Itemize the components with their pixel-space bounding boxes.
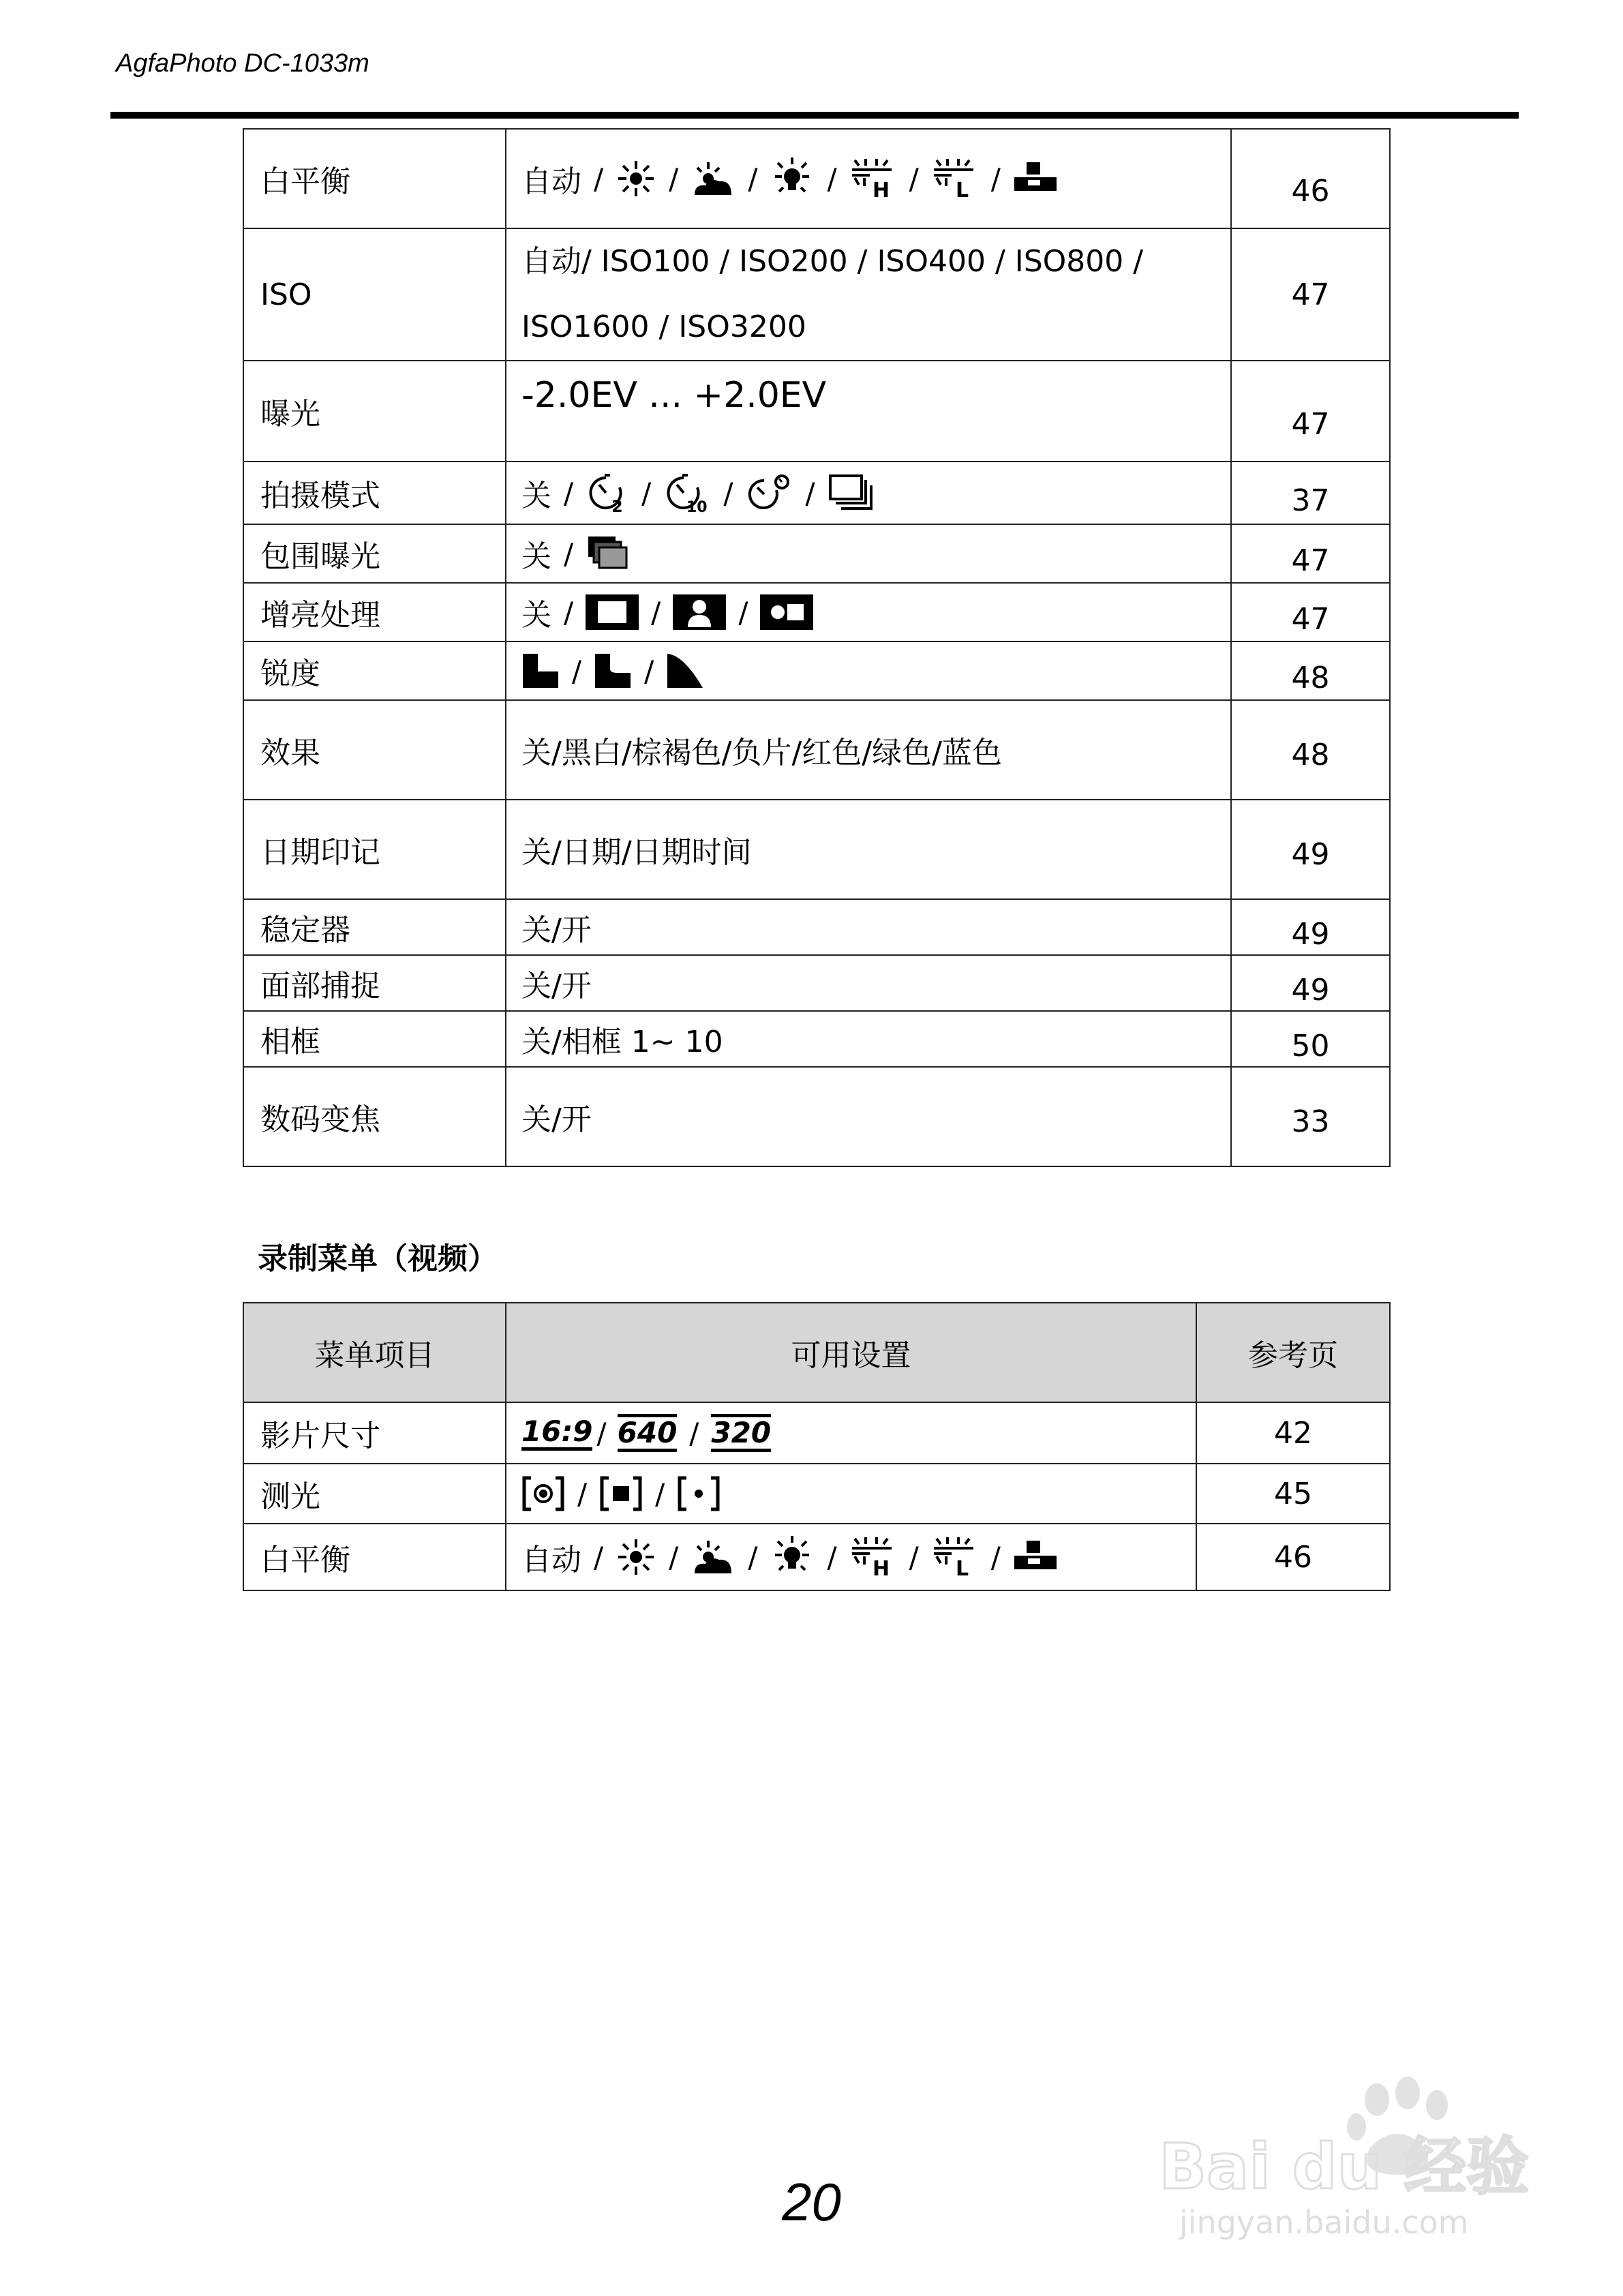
double-timer-icon	[745, 472, 793, 513]
separator: /	[689, 1416, 699, 1450]
row-settings	[506, 524, 1231, 583]
bracketing-icon	[586, 534, 631, 573]
row-settings	[506, 641, 1231, 700]
separator: /	[990, 1540, 1001, 1574]
incandescent-icon	[770, 156, 815, 201]
sharpness-hard-icon	[521, 652, 560, 689]
table-row	[243, 228, 1390, 361]
svg-text:H: H	[872, 179, 890, 200]
separator: /	[655, 1477, 665, 1511]
page-reference: 47	[1231, 583, 1390, 641]
page-reference: 45	[1196, 1464, 1390, 1524]
off-option: 关	[521, 598, 551, 633]
separator: /	[748, 162, 758, 196]
iso-options-line-2: ISO1600 / ISO3200	[521, 309, 806, 344]
table-row	[243, 583, 1390, 641]
fluorescent-l-icon	[931, 157, 979, 200]
table-row	[243, 955, 1390, 1011]
cloudy-icon	[691, 1537, 735, 1577]
row-settings: 关/开	[506, 899, 1231, 955]
separator: /	[805, 476, 815, 510]
separator: /	[909, 162, 919, 196]
separator: /	[669, 1540, 679, 1574]
row-settings: 关/日期/日期时间	[506, 800, 1231, 899]
table-row	[243, 1402, 1390, 1464]
separator: /	[564, 476, 574, 510]
sharpness-soft-icon	[666, 652, 704, 689]
svg-text:H: H	[872, 1557, 890, 1578]
cloudy-icon	[691, 158, 735, 199]
row-settings: 关/黑白/棕褐色/负片/红色/绿色/蓝色	[506, 700, 1231, 800]
row-label: ISO	[243, 228, 506, 361]
row-label: 包围曝光	[243, 524, 506, 583]
iso-options-line-1: 自动/ ISO100 / ISO200 / ISO400 / ISO800 /	[521, 244, 1144, 279]
table-row	[243, 1524, 1390, 1590]
page-reference: 49	[1231, 955, 1390, 1011]
row-label: 拍摄模式	[243, 462, 506, 524]
row-label: 白平衡	[243, 129, 506, 228]
row-label: 效果	[243, 700, 506, 800]
metering-average-icon	[599, 1475, 643, 1512]
page-reference: 42	[1196, 1402, 1390, 1464]
off-option: 关	[521, 539, 551, 574]
separator: /	[909, 1540, 919, 1574]
watermark-brand: Bai du 经验	[1159, 2130, 1530, 2203]
auto-option: 自动	[521, 1543, 581, 1577]
row-settings	[506, 129, 1231, 228]
metering-center-weighted-icon	[521, 1475, 565, 1512]
enhance-frame-icon	[586, 594, 639, 630]
ev-range: -2.0EV ... +2.0EV	[521, 375, 827, 416]
column-header-menu-item: 菜单项目	[243, 1303, 506, 1402]
continuous-shot-icon	[828, 473, 875, 513]
fluorescent-h-icon	[849, 1536, 897, 1578]
svg-text:2: 2	[611, 497, 623, 513]
row-label: 稳定器	[243, 899, 506, 955]
enhance-portrait-icon	[673, 594, 726, 630]
separator: /	[564, 537, 574, 571]
page-reference: 37	[1231, 462, 1390, 524]
separator: /	[827, 1540, 837, 1574]
page-reference: 47	[1231, 228, 1390, 361]
row-settings	[506, 361, 1231, 462]
table-header-row	[243, 1303, 1390, 1402]
separator: /	[990, 162, 1001, 196]
table-row	[243, 361, 1390, 462]
section-title: 录制菜单（视频）	[258, 1241, 498, 1276]
separator: /	[827, 162, 837, 196]
row-label: 锐度	[243, 641, 506, 700]
separator: /	[644, 654, 654, 688]
fluorescent-h-icon	[849, 157, 897, 200]
row-settings	[506, 583, 1231, 641]
separator: /	[594, 162, 604, 196]
page-reference: 48	[1231, 641, 1390, 700]
separator: /	[723, 476, 733, 510]
separator: /	[577, 1477, 588, 1511]
photo-menu-table	[243, 128, 1391, 1167]
custom-wb-icon	[1013, 1538, 1058, 1576]
page-reference: 33	[1231, 1067, 1390, 1166]
self-timer-2s-icon	[586, 472, 629, 513]
row-settings	[506, 1402, 1196, 1464]
auto-option: 自动	[521, 164, 581, 199]
column-header-settings: 可用设置	[506, 1303, 1196, 1402]
separator: /	[564, 595, 574, 629]
row-label: 测光	[243, 1464, 506, 1524]
movie-size-640-icon: 640	[618, 1414, 678, 1452]
row-settings	[506, 1524, 1196, 1590]
table-row	[243, 1067, 1390, 1166]
svg-text:L: L	[955, 1557, 969, 1578]
row-settings	[506, 462, 1231, 524]
page-reference: 49	[1231, 899, 1390, 955]
row-label: 日期印记	[243, 800, 506, 899]
row-settings	[506, 228, 1231, 361]
table-row	[243, 524, 1390, 583]
svg-text:L: L	[955, 179, 969, 200]
page-reference: 47	[1231, 524, 1390, 583]
row-label: 影片尺寸	[243, 1402, 506, 1464]
row-label: 增亮处理	[243, 583, 506, 641]
separator: /	[596, 1416, 607, 1450]
self-timer-10s-icon	[663, 472, 711, 513]
row-settings: 关/相框 1~ 10	[506, 1011, 1231, 1067]
page-reference: 50	[1231, 1011, 1390, 1067]
row-settings: 关/开	[506, 955, 1231, 1011]
page-reference: 48	[1231, 700, 1390, 800]
separator: /	[572, 654, 582, 688]
separator: /	[651, 595, 661, 629]
row-label: 面部捕捉	[243, 955, 506, 1011]
off-option: 关	[521, 479, 551, 513]
sharpness-normal-icon	[594, 652, 632, 689]
separator: /	[669, 162, 679, 196]
svg-text:10: 10	[686, 499, 708, 513]
fluorescent-l-icon	[931, 1536, 979, 1578]
table-row	[243, 641, 1390, 700]
table-row	[243, 899, 1390, 955]
row-label: 数码变焦	[243, 1067, 506, 1166]
header-divider	[110, 112, 1519, 119]
column-header-page: 参考页	[1196, 1303, 1390, 1402]
movie-size-16-9-icon: 16:9	[521, 1416, 592, 1451]
row-settings	[506, 1464, 1196, 1524]
table-row	[243, 1011, 1390, 1067]
metering-spot-icon	[677, 1475, 721, 1512]
row-label: 曝光	[243, 361, 506, 462]
enhance-backlight-icon	[760, 594, 813, 630]
video-menu-table	[243, 1302, 1391, 1591]
movie-size-320-icon: 320	[711, 1414, 771, 1452]
incandescent-icon	[770, 1535, 815, 1580]
table-row	[243, 1464, 1390, 1524]
watermark-url: jingyan.baidu.com	[1179, 2204, 1469, 2241]
separator: /	[641, 476, 652, 510]
document-header-title: AgfaPhoto DC-1033m	[116, 49, 369, 78]
separator: /	[738, 595, 748, 629]
page-number: 20	[782, 2172, 841, 2232]
sunny-icon	[616, 1537, 656, 1577]
table-row	[243, 800, 1390, 899]
sunny-icon	[616, 158, 656, 199]
row-label: 白平衡	[243, 1524, 506, 1590]
separator: /	[748, 1540, 758, 1574]
table-row	[243, 129, 1390, 228]
row-label: 相框	[243, 1011, 506, 1067]
separator: /	[594, 1540, 604, 1574]
table-row	[243, 462, 1390, 524]
page-reference: 46	[1231, 129, 1390, 228]
page-reference: 46	[1196, 1524, 1390, 1590]
table-row	[243, 700, 1390, 800]
row-settings: 关/开	[506, 1067, 1231, 1166]
page-reference: 49	[1231, 800, 1390, 899]
custom-wb-icon	[1013, 160, 1058, 198]
page-reference: 47	[1231, 361, 1390, 462]
